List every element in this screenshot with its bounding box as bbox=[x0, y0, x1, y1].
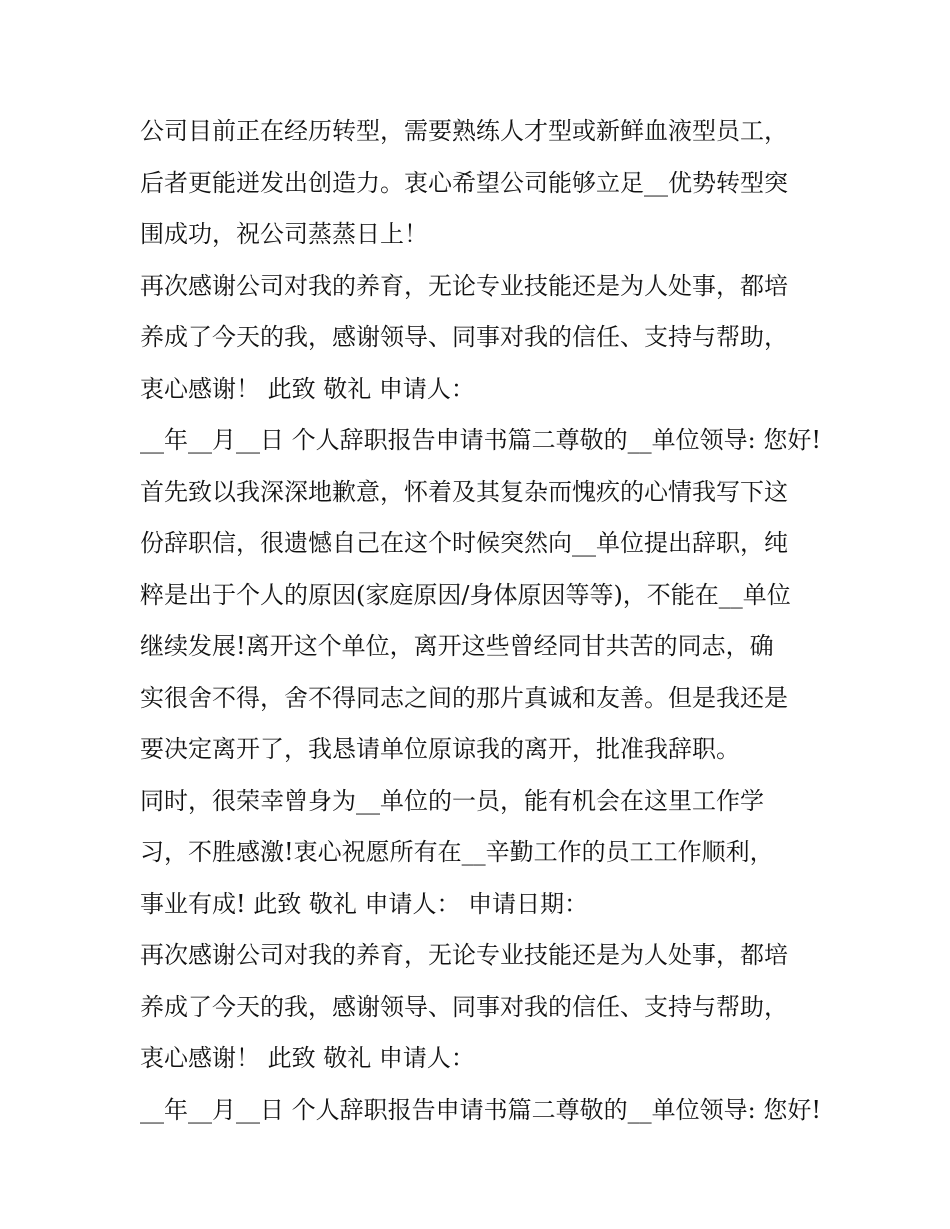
text-line: 公司目前正在经历转型，需要熟练人才型或新鲜血液型员工， bbox=[140, 117, 788, 145]
text-line: 要决定离开了，我恳请单位原谅我的离开，批准我辞职。 bbox=[140, 735, 740, 763]
text-line: __年__月__日 个人辞职报告申请书篇二尊敬的__单位领导: 您好! bbox=[140, 1095, 821, 1124]
text-line: __年__月__日 个人辞职报告申请书篇二尊敬的__单位领导: 您好! bbox=[140, 426, 821, 454]
text-line: 衷心感谢！ 此致 敬礼 申请人： bbox=[140, 1044, 475, 1072]
text-line: 首先致以我深深地歉意，怀着及其复杂而愧疚的心情我写下这 bbox=[140, 477, 788, 506]
text-line: 继续发展!离开这个单位，离开这些曾经同甘共苦的同志，确 bbox=[140, 632, 774, 660]
text-line: 衷心感谢！ 此致 敬礼 申请人： bbox=[140, 374, 475, 403]
text-line: 事业有成! 此致 敬礼 申请人： 申请日期： bbox=[140, 889, 589, 918]
document-body bbox=[140, 106, 830, 1136]
text-line: 围成功，祝公司蒸蒸日上！ bbox=[140, 220, 428, 248]
text-line: 后者更能迸发出创造力。衷心希望公司能够立足__优势转型突 bbox=[140, 168, 788, 197]
text-line: 实很舍不得，舍不得同志之间的那片真诚和友善。但是我还是 bbox=[140, 683, 788, 712]
text-line: 同时，很荣幸曾身为__单位的一员，能有机会在这里工作学 bbox=[140, 786, 764, 815]
text-line: 习，不胜感激!衷心祝愿所有在__辛勤工作的员工工作顺利， bbox=[140, 838, 774, 866]
text-line: 再次感谢公司对我的养育，无论专业技能还是为人处事，都培 bbox=[140, 271, 788, 300]
text-line: 养成了今天的我，感谢领导、同事对我的信任、支持与帮助， bbox=[140, 323, 788, 351]
text-line: 份辞职信，很遗憾自己在这个时候突然向__单位提出辞职，纯 bbox=[140, 529, 788, 557]
text-line: 养成了今天的我，感谢领导、同事对我的信任、支持与帮助， bbox=[140, 992, 788, 1021]
text-line: 再次感谢公司对我的养育，无论专业技能还是为人处事，都培 bbox=[140, 941, 788, 969]
text-line: 粹是出于个人的原因(家庭原因/身体原因等等)，不能在__单位 bbox=[140, 580, 791, 609]
